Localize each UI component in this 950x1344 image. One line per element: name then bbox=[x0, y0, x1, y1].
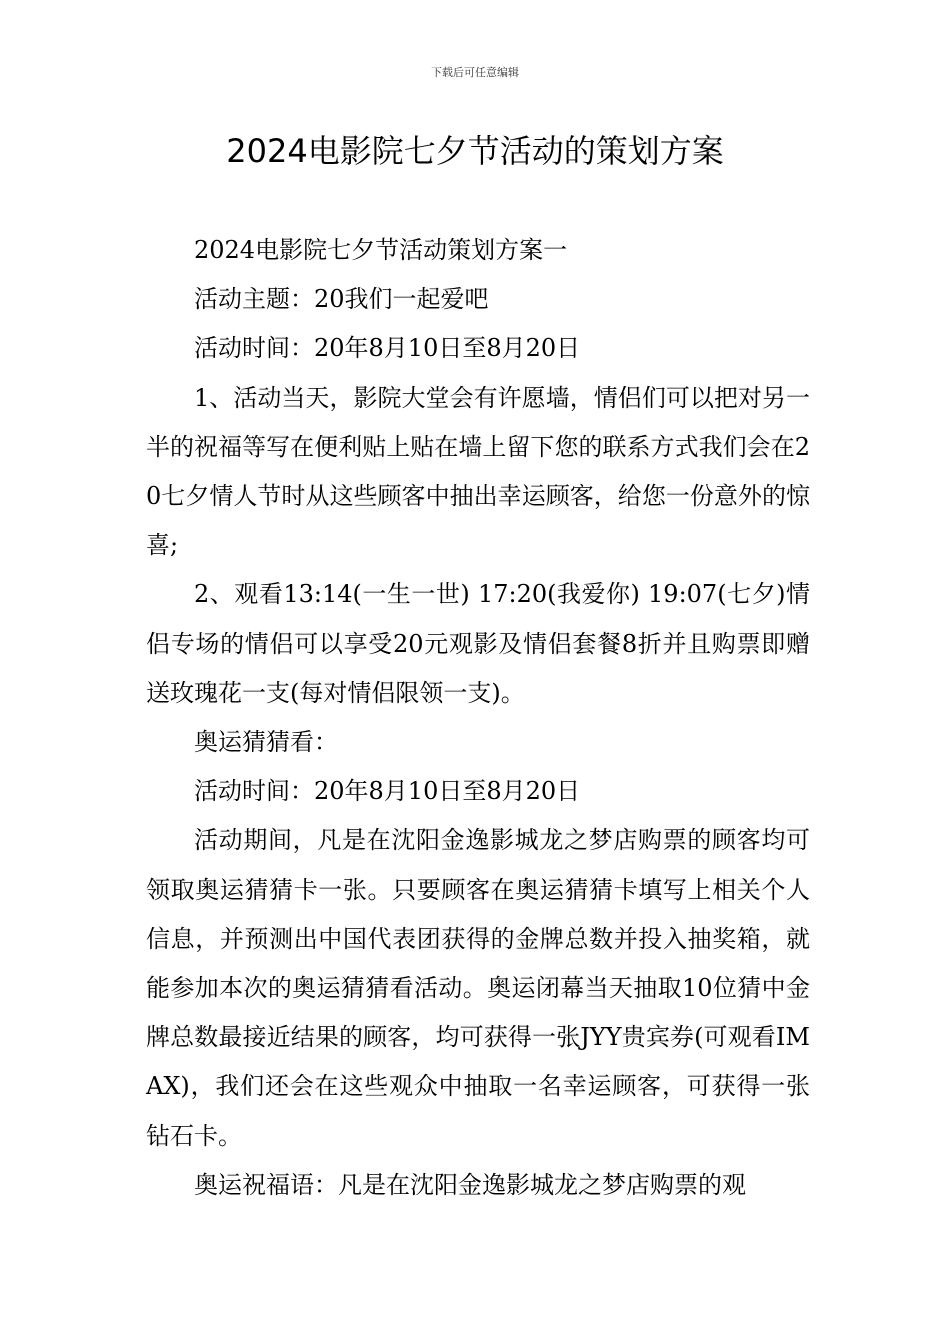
paragraph-olympic-heading: 奥运猜猜看： bbox=[194, 728, 338, 757]
paragraph-item-1: 1、活动当天，影院大堂会有许愿墙，情侣们可以把对另一半的祝福等写在便利贴上贴在墙上留下您的联系方式我们会在20七夕情人节时从这些顾客中抽出幸运顾客，给您一份意外的惊喜; bbox=[146, 383, 810, 560]
document-body bbox=[146, 226, 810, 1210]
document-title: 2024电影院七夕节活动的策划方案 bbox=[226, 132, 724, 170]
paragraph-item-2: 2、观看13:14(一生一世) 17:20(我爱你) 19:07(七夕)情侣专场的情侣可以享受20元观影及情侣套餐8折并且购票即赠送玫瑰花一支(每对情侣限领一支)。 bbox=[146, 580, 810, 707]
paragraph-time: 活动时间：20年8月10日至8月20日 bbox=[194, 334, 581, 363]
paragraph-theme: 活动主题：20我们一起爱吧 bbox=[194, 285, 489, 314]
header-note: 下载后可任意编辑 bbox=[431, 66, 519, 79]
paragraph-plan-heading: 2024电影院七夕节活动策划方案一 bbox=[194, 236, 568, 264]
paragraph-olympic-blessing: 奥运祝福语：凡是在沈阳金逸影城龙之梦店购票的观 bbox=[194, 1170, 746, 1199]
paragraph-olympic-time: 活动时间：20年8月10日至8月20日 bbox=[194, 777, 581, 806]
paragraph-olympic-details: 活动期间，凡是在沈阳金逸影城龙之梦店购票的顾客均可领取奥运猜猜卡一张。只要顾客在奥运猜猜卡填写上相关个人信息，并预测出中国代表团获得的金牌总数并投入抽奖箱，就能参加本次的奥运猜猜看活动。奥运闭幕当天抽取10位猜中金牌总数最接近结果的顾客，均可获得一张JYY贵宾券(可观看IMAX)，我们还会在这些观众中抽取一名幸运顾客，可获得一张钻石卡。 bbox=[146, 826, 810, 1150]
